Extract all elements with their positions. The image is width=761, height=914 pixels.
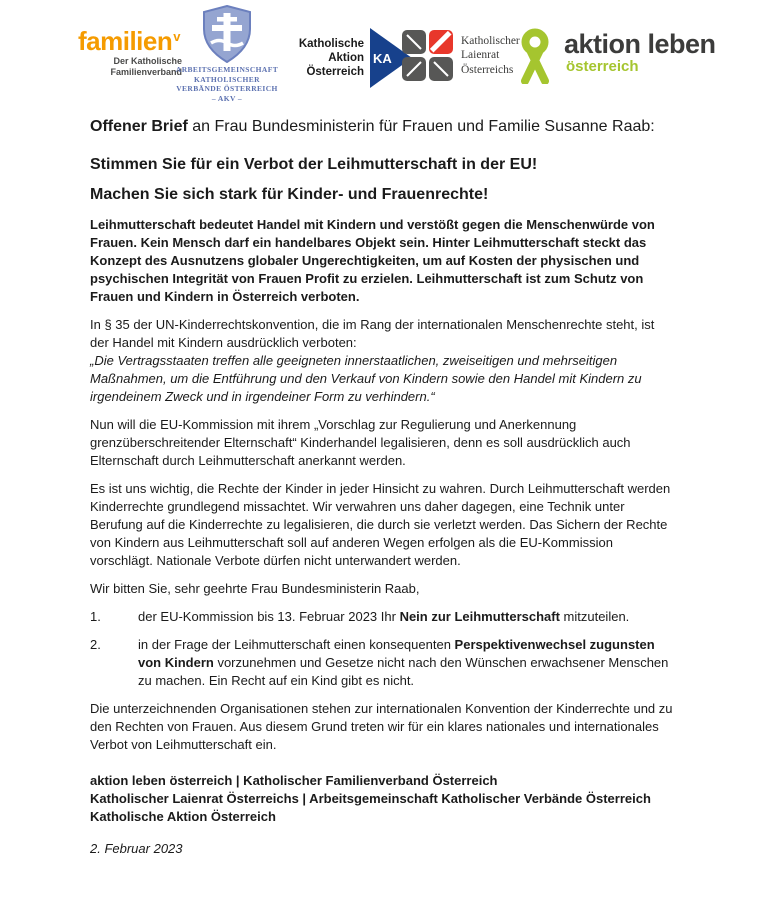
paragraph: Wir bitten Sie, sehr geehrte Frau Bundesministerin Raab, — [90, 581, 420, 596]
paragraph: Die unterzeichnenden Organisationen stehen zur internationalen Konvention der Kinderrechte und zu den Rechten von Frauen. Aus diesem Grund treten wir für ein klares nationales und internationales Verbot von Leihmutterschaft ein. — [90, 701, 673, 752]
akv-shield-icon — [200, 5, 254, 63]
katholische-aktion-label: Katholische Aktion Österreich — [298, 38, 364, 78]
list-text: in der Frage der Leihmutterschaft einen konsequenten Perspektivenwechsel zugunsten von Kindern vorzunehmen und Gesetze nicht nach den Wünschen erwachsener Menschen zu machen. Ein Recht auf ein Kind gibt es nicht. — [138, 637, 669, 688]
laienrat-square-br — [429, 57, 453, 81]
logo-katholische-aktion — [272, 28, 412, 88]
numbered-list-item — [90, 608, 674, 626]
familienverband-superscript-v: v — [173, 29, 180, 44]
list-text: der EU-Kommission bis 13. Februar 2023 Ihr Nein zur Leihmutterschaft mitzuteilen. — [138, 609, 630, 624]
numbered-list-item — [90, 636, 674, 690]
ribbon-icon — [516, 28, 554, 84]
headline: Stimmen Sie für ein Verbot der Leihmutterschaft in der EU! Machen Sie sich stark für Kinder- und Frauenrechte! — [90, 156, 538, 203]
paragraph: Leihmutterschaft bedeutet Handel mit Kindern und verstößt gegen die Menschenwürde von Frauen. Kein Mensch darf ein handelbares Objekt sein. Hinter Leihmutterschaft steckt das Konzept des Ausnutzens globaler Ungerechtigkeiten, um auf Kosten der physischen und psychischen Integrität von Frauen Profit zu erzielen. Leihmutterschaft ist zum Schutz von Frauen und Kindern in Österreich verboten. — [90, 217, 655, 304]
laienrat-square-tl — [402, 30, 426, 54]
letter-body — [90, 112, 674, 858]
logo-katholischer-laienrat — [402, 30, 520, 81]
intro-heading: Offener Brief an Frau Bundesministerin für Frauen und Familie Susanne Raab: — [90, 118, 655, 135]
familienverband-wordmark-text: familien — [78, 26, 173, 56]
logo-akv — [170, 5, 284, 103]
date: 2. Februar 2023 — [90, 841, 183, 856]
paragraph: Es ist uns wichtig, die Rechte der Kinder in jeder Hinsicht zu wahren. Durch Leihmutterschaft werden Kinderrechte grundlegend missachtet. Wir verwahren uns daher dagegen, eine Technik unter Berufung auf die Kinderrechte zu legalisieren, die durch sie verletzt werden. Das Sichern der Rechte von Kindern aus Leihmutterschaft soll auf anderen Wegen erfolgen als die EU-Kommission vorschlägt. Nationale Verbote dürfen nicht unterwandert werden. — [90, 481, 671, 568]
logo-aktion-leben — [516, 24, 716, 84]
familienverband-subtitle: Der Katholische Familienverband — [110, 56, 182, 77]
aktion-leben-wordmark-block — [564, 24, 716, 74]
aktion-leben-subtitle: österreich — [566, 58, 639, 75]
laienrat-squares-icon — [402, 30, 453, 81]
akv-caption: ARBEITSGEMEINSCHAFT KATHOLISCHER VERBÄNDE ÖSTERREICH – AKV – — [175, 65, 279, 103]
list-number: 1. — [90, 609, 101, 624]
signature: aktion leben österreich | Katholischer Familienverband Österreich Katholischer Laienrat Österreichs | Arbeitsgemeinschaft Katholischer Verbände Österreich Katholische Aktion Österreich — [90, 773, 651, 824]
paragraph: In § 35 der UN-Kinderrechtskonvention, die im Rang der internationalen Menschenrechte steht, ist der Handel mit Kindern ausdrücklich verboten: „Die Vertragsstaaten treffen alle geeigneten innerstaatlichen, zweiseitigen und mehrseitigen Maßnahmen, um die Entführung und den Verkauf von Kindern sowie den Handel mit Kindern zu irgendeinem Zweck und in irgendeiner Form zu verhindern.“ — [90, 317, 655, 404]
svg-text:KA: KA — [373, 51, 392, 66]
paragraph: Nun will die EU-Kommission mit ihrem „Vorschlag zur Regulierung und Anerkennung grenzüberschreitender Elternschaft“ Kinderhandel legalisieren, denn es soll ausdrücklich auch Elternschaft durch Leihmutterschaft anerkannt werden. — [90, 417, 631, 468]
laienrat-caption: Katholischer Laienrat Österreichs — [461, 34, 520, 76]
aktion-leben-wordmark: aktion leben — [564, 29, 716, 59]
laienrat-square-bl — [402, 57, 426, 81]
laienrat-square-tr-red — [429, 30, 453, 54]
list-number: 2. — [90, 637, 101, 652]
